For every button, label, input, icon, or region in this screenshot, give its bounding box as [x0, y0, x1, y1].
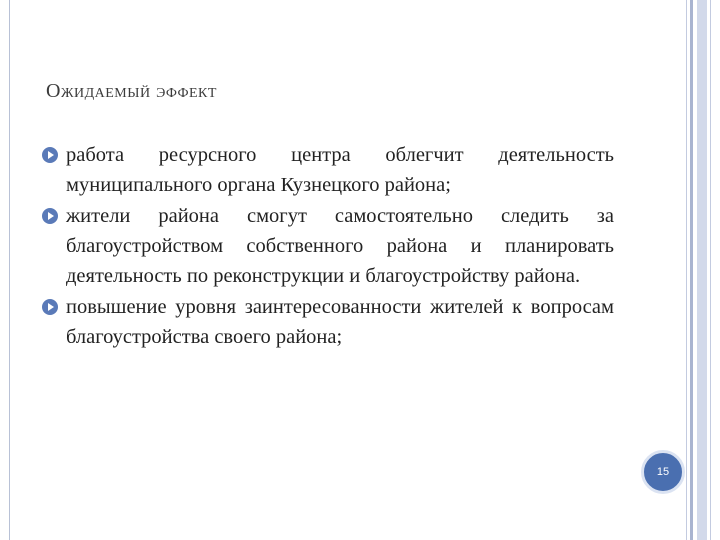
play-circle-icon [42, 147, 58, 163]
left-frame-line [9, 0, 10, 540]
bullet-text: жители района смогут самостоятельно следить за благоустройством собственного района и планировать деятельность по реконструкции и благоустройству района. [66, 205, 614, 287]
right-frame-bar [690, 0, 693, 540]
right-frame-line-outer [710, 0, 711, 540]
right-frame-band [697, 0, 707, 540]
bullet-item [40, 201, 614, 291]
bullet-text: работа ресурсного центра облегчит деятельность муниципального органа Кузнецкого района; [66, 144, 614, 196]
play-circle-icon [42, 299, 58, 315]
right-frame-line [686, 0, 687, 540]
page-number-badge [641, 450, 685, 494]
page-number: 15 [656, 466, 670, 478]
bullet-text: повышение уровня заинтересованности жителей к вопросам благоустройства своего района; [66, 296, 614, 348]
bullet-item [40, 292, 614, 352]
bullet-list [40, 140, 614, 353]
slide-title: Ожидаемый эффект [46, 80, 217, 102]
bullet-item [40, 140, 614, 200]
play-circle-icon [42, 208, 58, 224]
